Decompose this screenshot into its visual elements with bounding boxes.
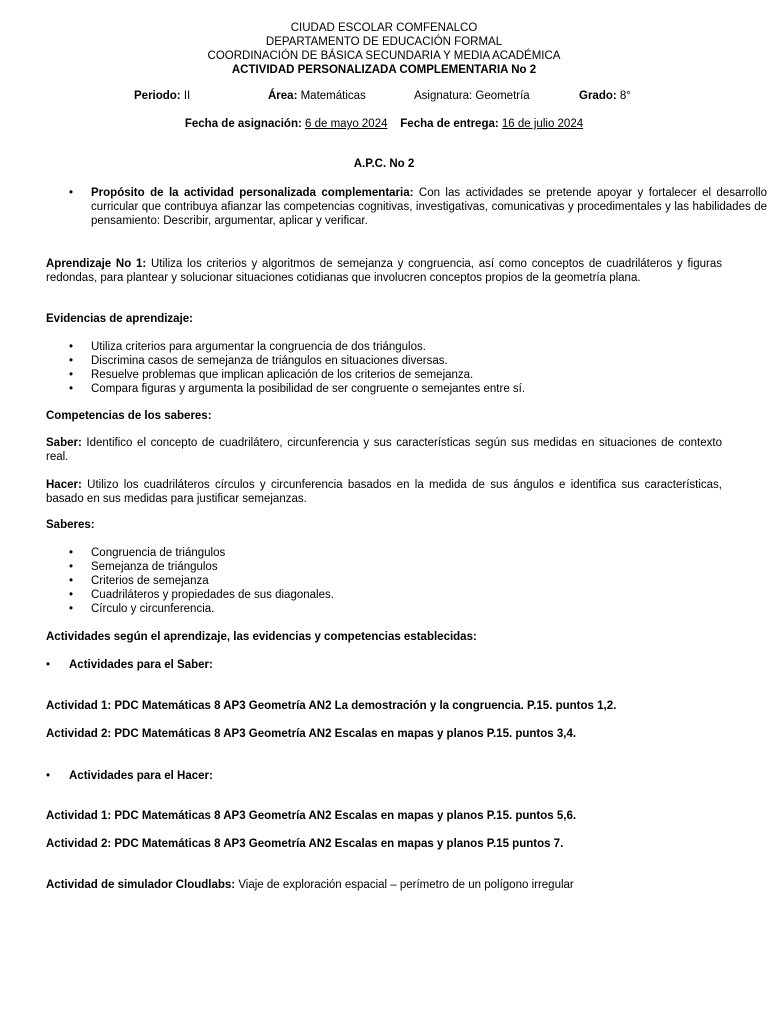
actividades-saber-heading	[46, 658, 722, 672]
asignatura-field: Asignatura: Geometría	[414, 90, 530, 102]
header-coordination: COORDINACIÓN DE BÁSICA SECUNDARIA Y MEDIA ACADÉMICA	[207, 50, 561, 62]
saber-actividad-1: Actividad 1: PDC Matemáticas 8 AP3 Geometría AN2 La demostración y la congruencia. P.15. puntos 1,2.	[46, 700, 617, 712]
header-school: CIUDAD ESCOLAR COMFENALCO	[290, 22, 478, 34]
hacer-label: Hacer:	[46, 479, 82, 491]
actividades-heading: Actividades según el aprendizaje, las evidencias y competencias establecidas:	[46, 631, 477, 643]
saber-text: Identifico el concepto de cuadrilátero, circunferencia y sus características según sus medidas en situaciones de contexto real.	[46, 437, 722, 463]
actividades-hacer-heading-text: Actividades para el Hacer:	[69, 770, 213, 782]
competencias-heading: Competencias de los saberes:	[46, 410, 212, 422]
evidencia-item: • Resuelve problemas que implican aplicación de los criterios de semejanza.	[46, 368, 722, 382]
saberes-list	[46, 546, 722, 616]
aprendizaje-paragraph	[46, 257, 722, 285]
saberes-heading: Saberes:	[46, 519, 95, 531]
actividades-hacer-section	[46, 769, 722, 783]
simulador-line	[46, 878, 722, 892]
apc-title: A.P.C. No 2	[353, 158, 415, 170]
document-header	[0, 21, 768, 77]
proposito-paragraph	[46, 186, 767, 228]
hacer-paragraph	[46, 478, 722, 506]
saber-item: • Congruencia de triángulos	[46, 546, 722, 560]
hacer-text: Utilizo los cuadriláteros círculos y circunferencia basados en la medida de sus ángulos e identifica sus características, basado en sus medidas para justificar semejanzas.	[46, 479, 722, 505]
evidencia-item: • Utiliza criterios para argumentar la congruencia de dos triángulos.	[46, 340, 722, 354]
saber-paragraph	[46, 436, 722, 464]
evidencias-heading: Evidencias de aprendizaje:	[46, 313, 194, 325]
asignacion-label: Fecha de asignación:	[184, 118, 302, 130]
aprendizaje-text: Utiliza los criterios y algoritmos de semejanza y congruencia, así como conceptos de cuadriláteros y figuras redondas, para plantear y solucionar situaciones cotidianas que involucren conceptos propios de la geometría plana.	[46, 258, 722, 284]
evidencias-list	[46, 340, 722, 396]
area-field	[268, 89, 366, 103]
area-label: Área:	[268, 90, 298, 102]
periodo-field	[134, 89, 190, 103]
entrega-value: 16 de julio 2024	[501, 118, 584, 130]
proposito-text: Con las actividades se pretende apoyar y fortalecer el desarrollo curricular que contribuya afianzar las competencias cognitivas, investigativas, comunicativas y procedimentales y las habilidades de pensamiento: Describir, argumentar, aplicar y verificar.	[91, 187, 768, 227]
proposito-label: Propósito de la actividad personalizada complementaria:	[91, 187, 414, 199]
evidencia-item: • Discrimina casos de semejanza de triángulos en situaciones diversas.	[46, 354, 722, 368]
saber-item: • Círculo y circunferencia.	[46, 602, 722, 616]
simulador-label: Actividad de simulador Cloudlabs:	[46, 879, 236, 891]
saber-label: Saber:	[46, 437, 82, 449]
area-value: Matemáticas	[297, 90, 366, 102]
dates-row	[0, 117, 768, 131]
saber-actividad-2: Actividad 2: PDC Matemáticas 8 AP3 Geometría AN2 Escalas en mapas y planos P.15. puntos 3,4.	[46, 728, 577, 740]
periodo-label: Periodo:	[134, 90, 181, 102]
asignacion-value: 6 de mayo 2024	[305, 118, 388, 130]
actividades-saber-section	[46, 658, 722, 672]
actividades-saber-heading-text: Actividades para el Saber:	[69, 659, 213, 671]
evidencia-item: • Compara figuras y argumenta la posibilidad de ser congruente o semejantes entre sí.	[46, 382, 722, 396]
actividades-hacer-heading	[46, 769, 722, 783]
aprendizaje-label: Aprendizaje No 1:	[46, 258, 147, 270]
simulador-text: Viaje de exploración espacial – perímetro de un polígono irregular	[235, 879, 574, 891]
hacer-actividad-1: Actividad 1: PDC Matemáticas 8 AP3 Geometría AN2 Escalas en mapas y planos P.15. puntos 5,6.	[46, 810, 577, 822]
periodo-value: II	[180, 90, 191, 102]
saber-item: • Criterios de semejanza	[46, 574, 722, 588]
grado-field	[579, 89, 631, 103]
saber-item: • Cuadriláteros y propiedades de sus diagonales.	[46, 588, 722, 602]
entrega-label: Fecha de entrega:	[400, 118, 499, 130]
hacer-actividad-2: Actividad 2: PDC Matemáticas 8 AP3 Geometría AN2 Escalas en mapas y planos P.15 puntos 7.	[46, 838, 564, 850]
header-activity-title: ACTIVIDAD PERSONALIZADA COMPLEMENTARIA No 2	[231, 64, 537, 76]
saber-item: • Semejanza de triángulos	[46, 560, 722, 574]
grado-label: Grado:	[579, 90, 617, 102]
grado-value: 8°	[616, 90, 631, 102]
header-department: DEPARTAMENTO DE EDUCACIÓN FORMAL	[265, 36, 503, 48]
